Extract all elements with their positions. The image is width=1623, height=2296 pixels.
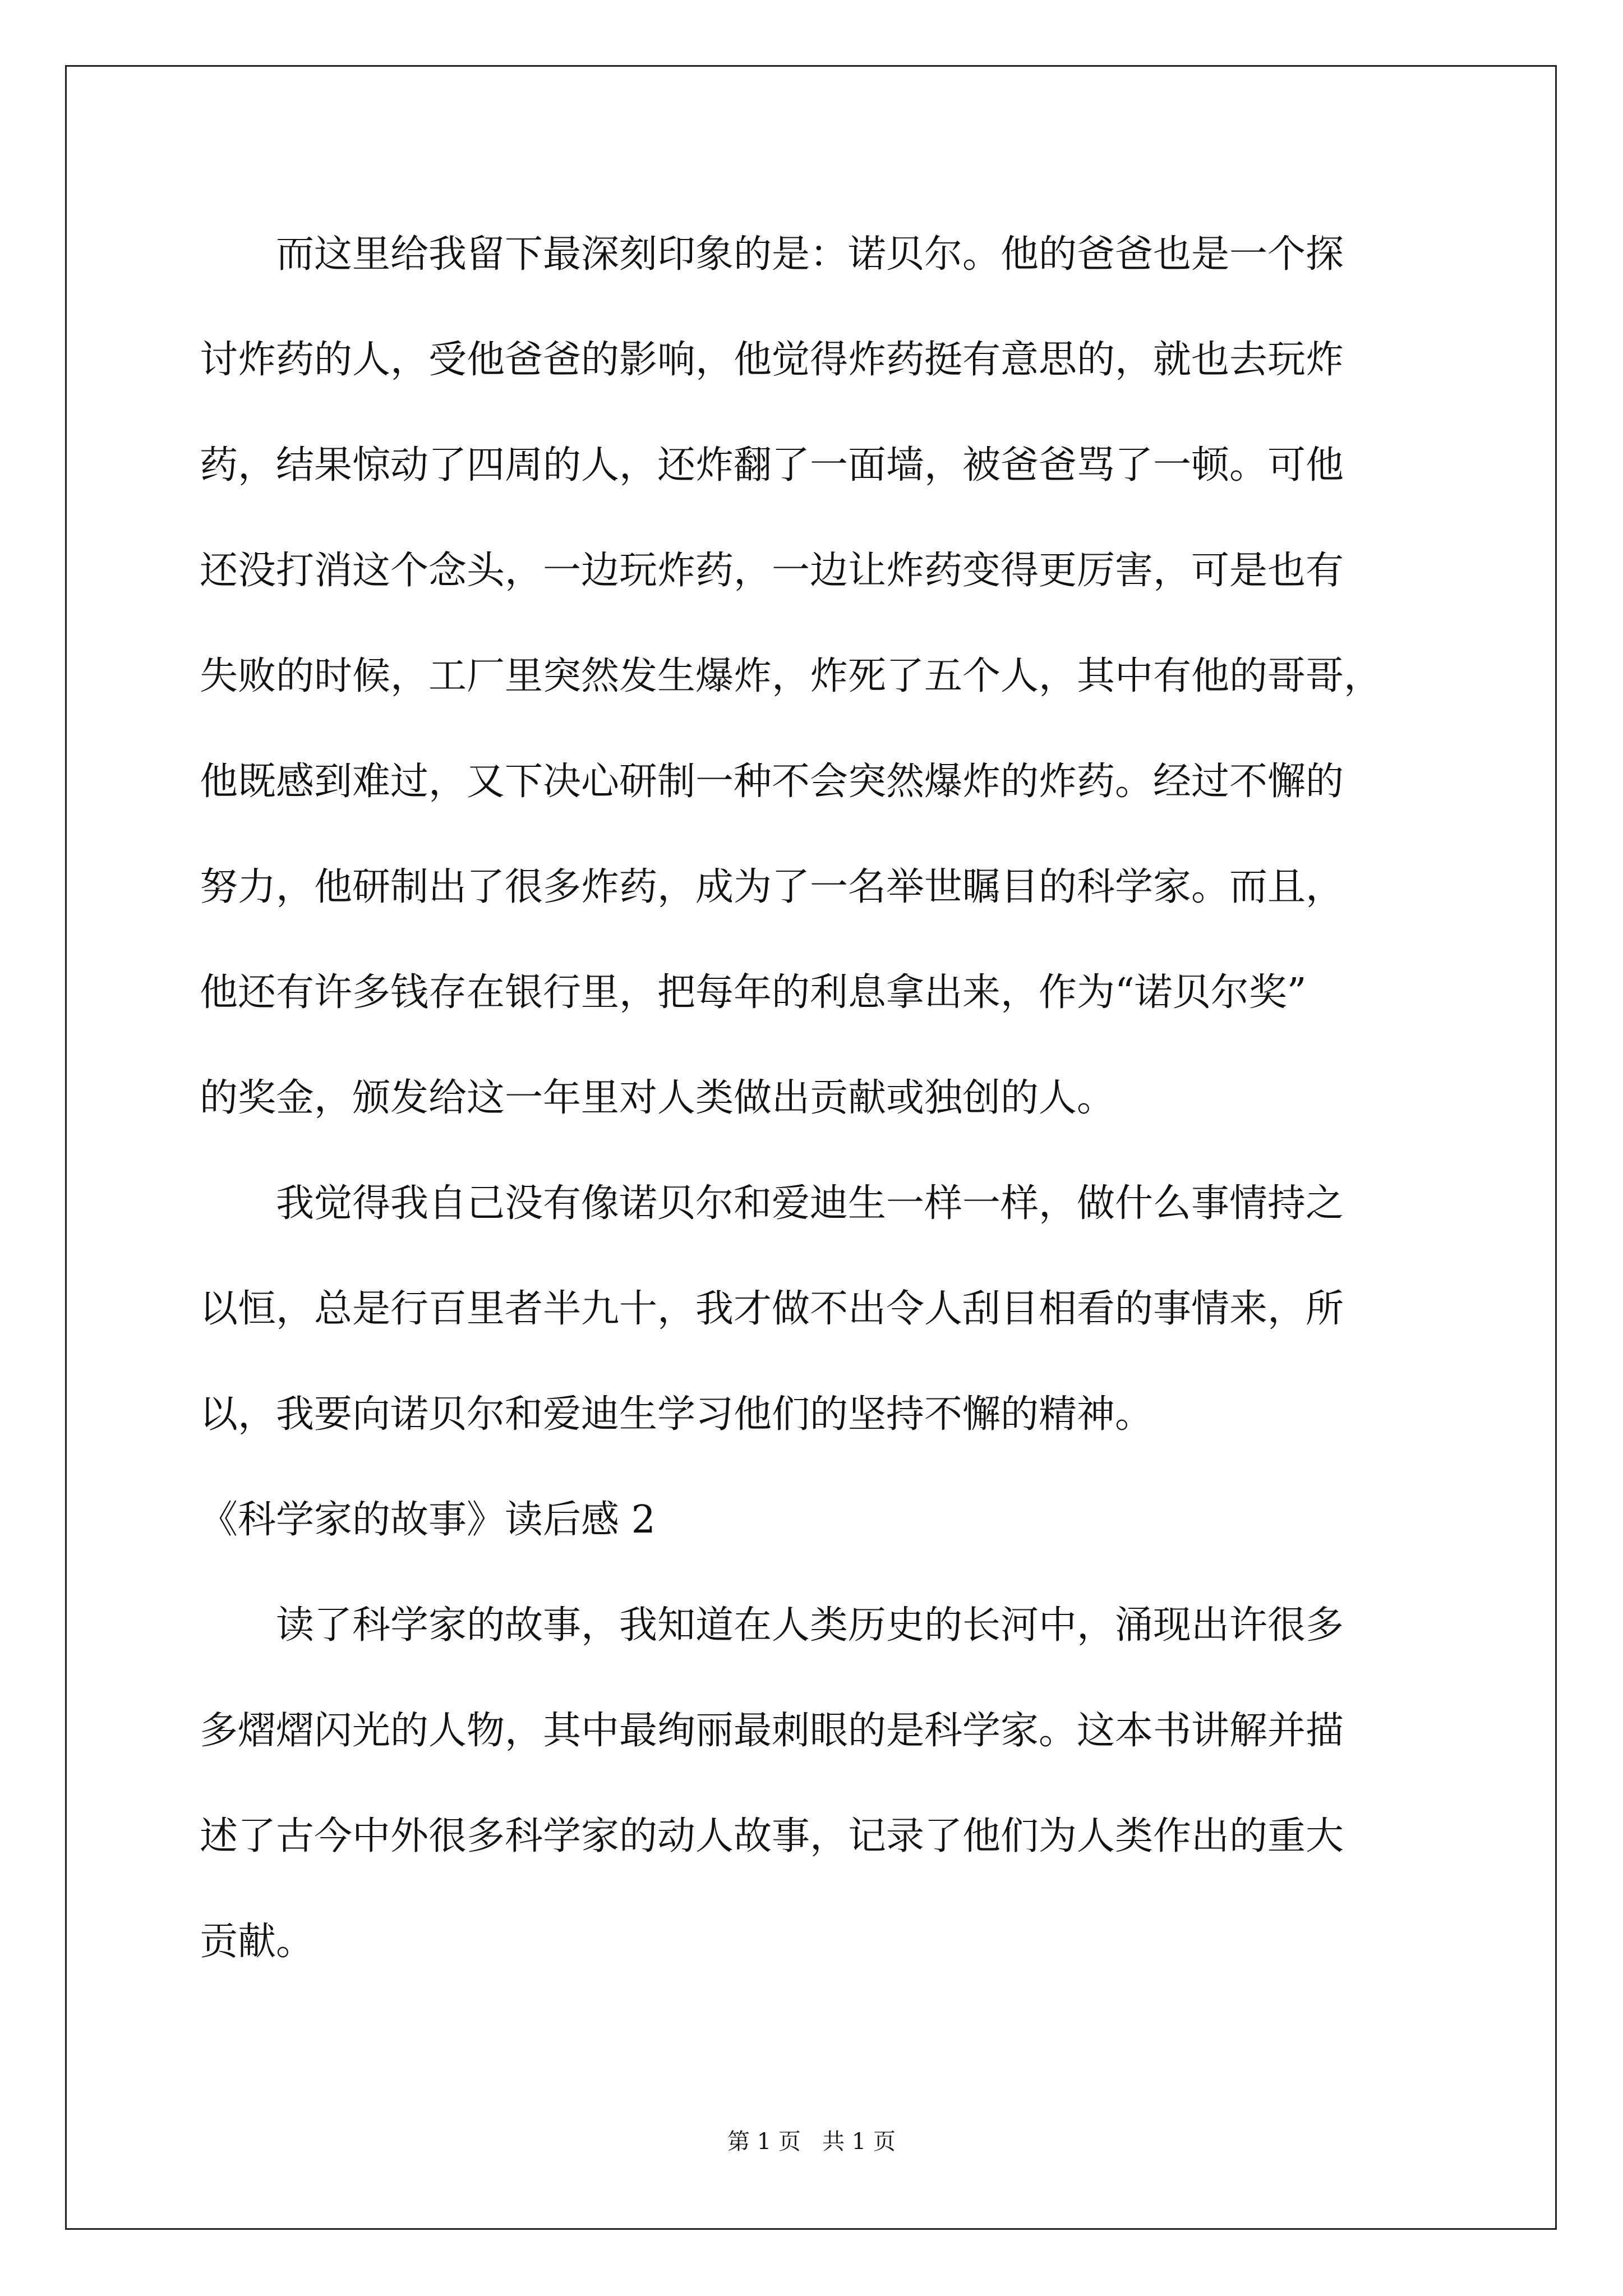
paragraph-1-line-5: 失败的时候，工厂里突然发生爆炸，炸死了五个人，其中有他的哥哥，: [200, 654, 1382, 698]
section-heading: 《科学家的故事》读后感 2: [200, 1498, 656, 1542]
paragraph-1-line-2: 讨炸药的人，受他爸爸的影响，他觉得炸药挺有意思的，就也去玩炸: [200, 338, 1344, 382]
paragraph-3-line-4: 贡献。: [200, 1920, 315, 1964]
paragraph-1-line-9: 的奖金，颁发给这一年里对人类做出贡献或独创的人。: [200, 1076, 1115, 1120]
paragraph-1-line-4: 还没打消这个念头，一边玩炸药，一边让炸药变得更厉害，可是也有: [200, 549, 1344, 593]
document-body: [200, 202, 1456, 1995]
paragraph-3-line-2: 多熠熠闪光的人物，其中最绚丽最刺眼的是科学家。这本书讲解并描: [200, 1709, 1344, 1753]
paragraph-1-line-1: 而这里给我留下最深刻印象的是：诺贝尔。他的爸爸也是一个探: [276, 232, 1344, 277]
paragraph-1-line-8: 他还有许多钱存在银行里，把每年的利息拿出来，作为“诺贝尔奖”: [200, 970, 1307, 1015]
paragraph-1-line-7: 努力，他研制出了很多炸药，成为了一名举世瞩目的科学家。而且，: [200, 865, 1344, 909]
paragraph-3-line-3: 述了古今中外很多科学家的动人故事，记录了他们为人类作出的重大: [200, 1814, 1344, 1858]
paragraph-2-line-2: 以恒，总是行百里者半九十，我才做不出令人刮目相看的事情来，所: [200, 1287, 1344, 1331]
paragraph-1-line-3: 药，结果惊动了四周的人，还炸翻了一面墙，被爸爸骂了一顿。可他: [200, 443, 1344, 487]
paragraph-2-line-3: 以，我要向诺贝尔和爱迪生学习他们的坚持不懈的精神。: [200, 1392, 1154, 1437]
paragraph-2-line-1: 我觉得我自己没有像诺贝尔和爱迪生一样一样，做什么事情持之: [276, 1181, 1344, 1226]
paragraph-3-line-1: 读了科学家的故事，我知道在人类历史的长河中，涌现出许很多: [276, 1603, 1344, 1648]
paragraph-1-line-6: 他既感到难过，又下决心研制一种不会突然爆炸的炸药。经过不懈的: [200, 760, 1344, 804]
page-footer: 第 1 页 共 1 页: [727, 2129, 896, 2155]
